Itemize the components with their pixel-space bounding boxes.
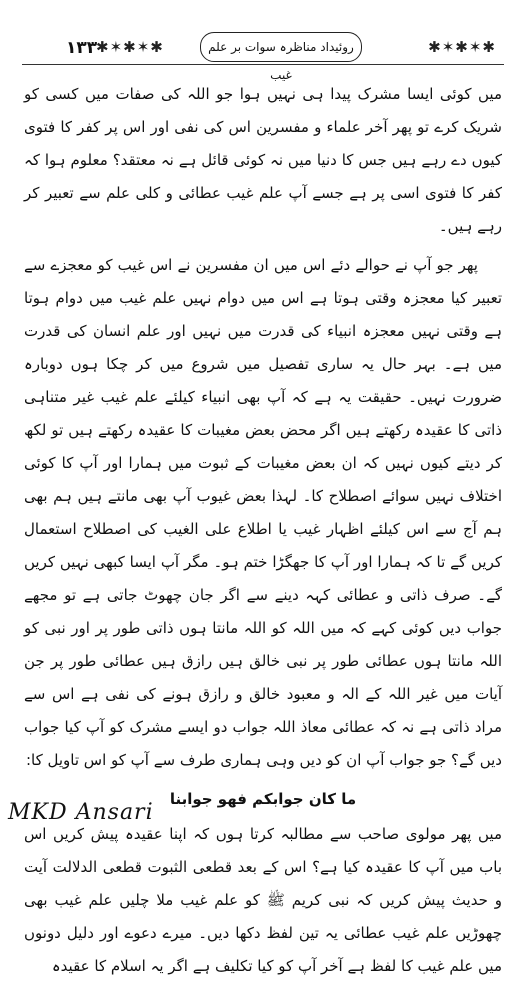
arabic-quote: ما کان جوابکم فھو جوابنا [169, 790, 357, 808]
ornament-right: ✱✶✱✶✱ [428, 38, 496, 56]
signature: MKD Ansari [8, 800, 154, 825]
page-body [24, 78, 502, 989]
running-head: روئیداد مناظرہ سوات بر علم غیب [200, 32, 362, 62]
closing-paragraph: میں پھر مولوی صاحب سے مطالبہ کرتا ہوں کہ اپنا عقیدہ پیش کریں اس باب میں آپ کا عقیدہ کیا ہے؟ اس کے بعد قطعی الثبوت قطعی الدلالت آیت و حدیث پیش کریں کہ نبی کریم ﷺ کو علم غیب ملا چلیں علم غیب بھی چھوڑیں علم غیب عطائی یہ تین لفظ دکھا دیں۔ میرے دعوے اور دلیل دونوں میں علم غیب کا لفظ ہے آخر آپ کو کیا تکلیف ہے اگر یہ اسلام کا عقیدہ [24, 825, 502, 975]
page-number: ۱۳۳ [66, 38, 98, 58]
ornament-left: ✱✶✱✶✱ [96, 38, 164, 56]
paragraph: میں کوئی ایسا مشرک پیدا ہی نہیں ہوا جو اللہ کی صفات میں کسی کو شریک کرے تو پھر آخر علماء و مفسرین اس کی نفی اور اس پر کفر کا فتوی کیوں دے رہے ہیں جس کا دنیا میں نہ کوئی قائل ہے نہ معتقد؟ معلوم ہوا کہ کفر کا فتوی اسی پر ہے جسے آپ علم غیب عطائی و کلی علم سے تعبیر کر رہے ہیں۔ [24, 85, 502, 235]
header-divider [22, 64, 504, 65]
paragraph: پھر جو آپ نے حوالے دئے اس میں ان مفسرین نے اس غیب کو معجزے سے تعبیر کیا معجزہ وقتی ہوتا ہے اس میں دوام نہیں علم غیب میں دوام ہوتا ہے وقتی نہیں معجزہ انبیاء کی قدرت میں نہیں اور علم انسان کی قدرت میں ہے۔ بہر حال یہ ساری تفصیل میں شروع میں کر چکا ہوں دوبارہ ضرورت نہیں۔ حقیقت یہ ہے کہ آپ بھی انبیاء کیلئے علم غیب غیر متناہی ذاتی کا عقیدہ رکھتے ہیں اگر محض بعض مغیبات کا عقیدہ رکھتے ہیں تو لکھ کر دیتے کیوں نہیں کہ ان بعض مغیبات کے ثبوت میں ہمارا اور آپ کا کوئی اختلاف نہیں سوائے اصطلاح کا۔ لہذا بعض غیوب آپ بھی مانتے ہیں ہم بھی ہم آج سے اس کیلئے اظہار غیب یا اطلاع علی الغیب کی اصطلاح استعمال کریں گے تا کہ ہمارا اور آپ کا جھگڑا ختم ہو۔ مگر آپ ایسا کبھی نہیں کریں گے۔ صرف ذاتی و عطائی کہہ دینے سے اگر جان چھوٹ جاتی ہے تو مجھے جواب دیں کوئی کہے کہ میں اللہ کو اللہ مانتا ہوں ذاتی طور پر اور نبی کو اللہ مانتا ہوں عطائی طور پر نبی خالق ہیں رازق ہیں عطائی طور پر جن آیات میں غیر اللہ کے الہ و معبود خالق و رازق ہونے کی نفی ہے اس سے مراد ذاتی ہے نہ کہ عطائی معاذ اللہ جواب دو ایسے مشرک کو آپ کیا جواب دیں گے؟ جو جواب آپ ان کو دیں وہی ہماری طرف سے آپ کو اس تاویل کا: [24, 256, 502, 769]
page-header [22, 32, 504, 82]
